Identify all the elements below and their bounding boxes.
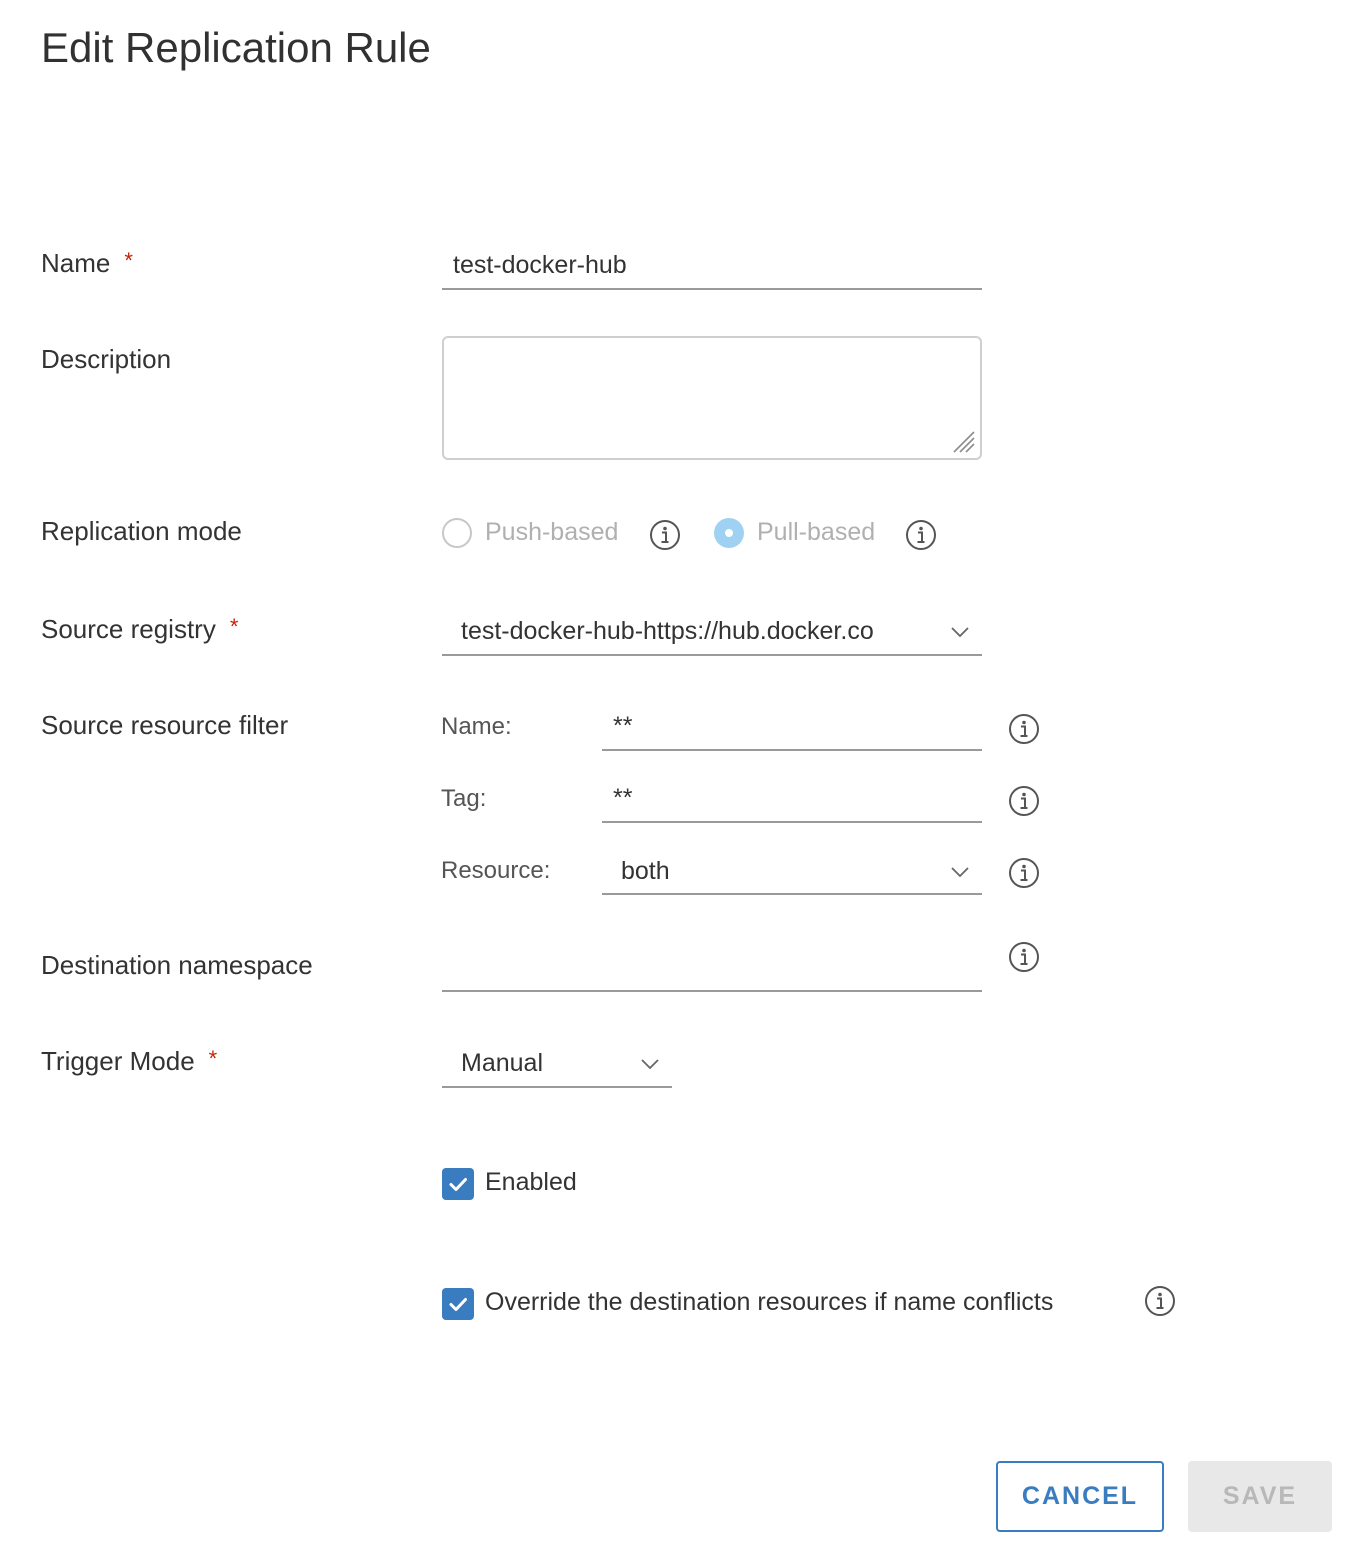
required-mark: *: [124, 248, 133, 273]
name-label: [41, 248, 133, 279]
radio-pull-based[interactable]: [714, 518, 744, 548]
info-icon[interactable]: [1008, 785, 1040, 817]
filter-resource-value: both: [621, 857, 670, 885]
filter-tag-label: Tag:: [441, 785, 487, 812]
description-label: Description: [41, 344, 172, 374]
info-icon[interactable]: [1008, 713, 1040, 745]
override-label: Override the destination resources if name conflicts: [485, 1288, 1054, 1316]
required-mark: *: [208, 1046, 218, 1071]
info-icon[interactable]: [649, 519, 681, 551]
trigger-mode-select[interactable]: [442, 1038, 672, 1088]
cancel-button[interactable]: CANCEL: [996, 1461, 1164, 1532]
filter-resource-label: Resource:: [441, 857, 551, 884]
filter-tag-value: **: [613, 784, 633, 812]
filter-name-input[interactable]: [602, 704, 982, 751]
destination-namespace-label: Destination namespace: [41, 950, 313, 980]
override-checkbox[interactable]: [442, 1288, 474, 1320]
radio-push-based-label: Push-based: [485, 518, 619, 546]
filter-name-value: **: [613, 712, 633, 740]
chevron-down-icon: [950, 866, 970, 878]
info-icon[interactable]: [1008, 857, 1040, 889]
source-resource-filter-label: Source resource filter: [41, 710, 289, 740]
check-icon: [442, 1288, 474, 1320]
trigger-mode-value: Manual: [461, 1049, 543, 1077]
radio-pull-based-label: Pull-based: [757, 518, 876, 546]
info-icon[interactable]: [1008, 941, 1040, 973]
source-registry-select[interactable]: [442, 606, 982, 656]
required-mark: *: [229, 614, 239, 639]
resize-grip-icon[interactable]: [950, 428, 976, 454]
chevron-down-icon: [640, 1058, 660, 1070]
destination-namespace-input[interactable]: [442, 940, 982, 992]
save-button[interactable]: SAVE: [1188, 1461, 1332, 1532]
source-registry-value: test-docker-hub-https://hub.docker.co: [461, 617, 874, 645]
radio-push-based[interactable]: [442, 518, 472, 548]
description-textarea[interactable]: [442, 336, 982, 460]
info-icon[interactable]: [1144, 1285, 1176, 1317]
filter-resource-select[interactable]: [602, 848, 982, 895]
replication-mode-label: Replication mode: [41, 516, 242, 546]
trigger-mode-label-text: Trigger Mode: [41, 1046, 195, 1076]
enabled-checkbox[interactable]: [442, 1168, 474, 1200]
source-registry-label: [41, 614, 238, 645]
info-icon[interactable]: [905, 519, 937, 551]
check-icon: [442, 1168, 474, 1200]
filter-name-label: Name:: [441, 713, 512, 740]
trigger-mode-label: [41, 1046, 217, 1077]
name-input[interactable]: [442, 240, 982, 290]
source-registry-label-text: Source registry: [41, 614, 216, 644]
name-input-value: test-docker-hub: [453, 251, 627, 279]
enabled-label: Enabled: [485, 1168, 577, 1196]
name-label-text: Name: [41, 248, 111, 278]
chevron-down-icon: [950, 626, 970, 638]
filter-tag-input[interactable]: [602, 776, 982, 823]
dialog-title: Edit Replication Rule: [41, 24, 431, 71]
